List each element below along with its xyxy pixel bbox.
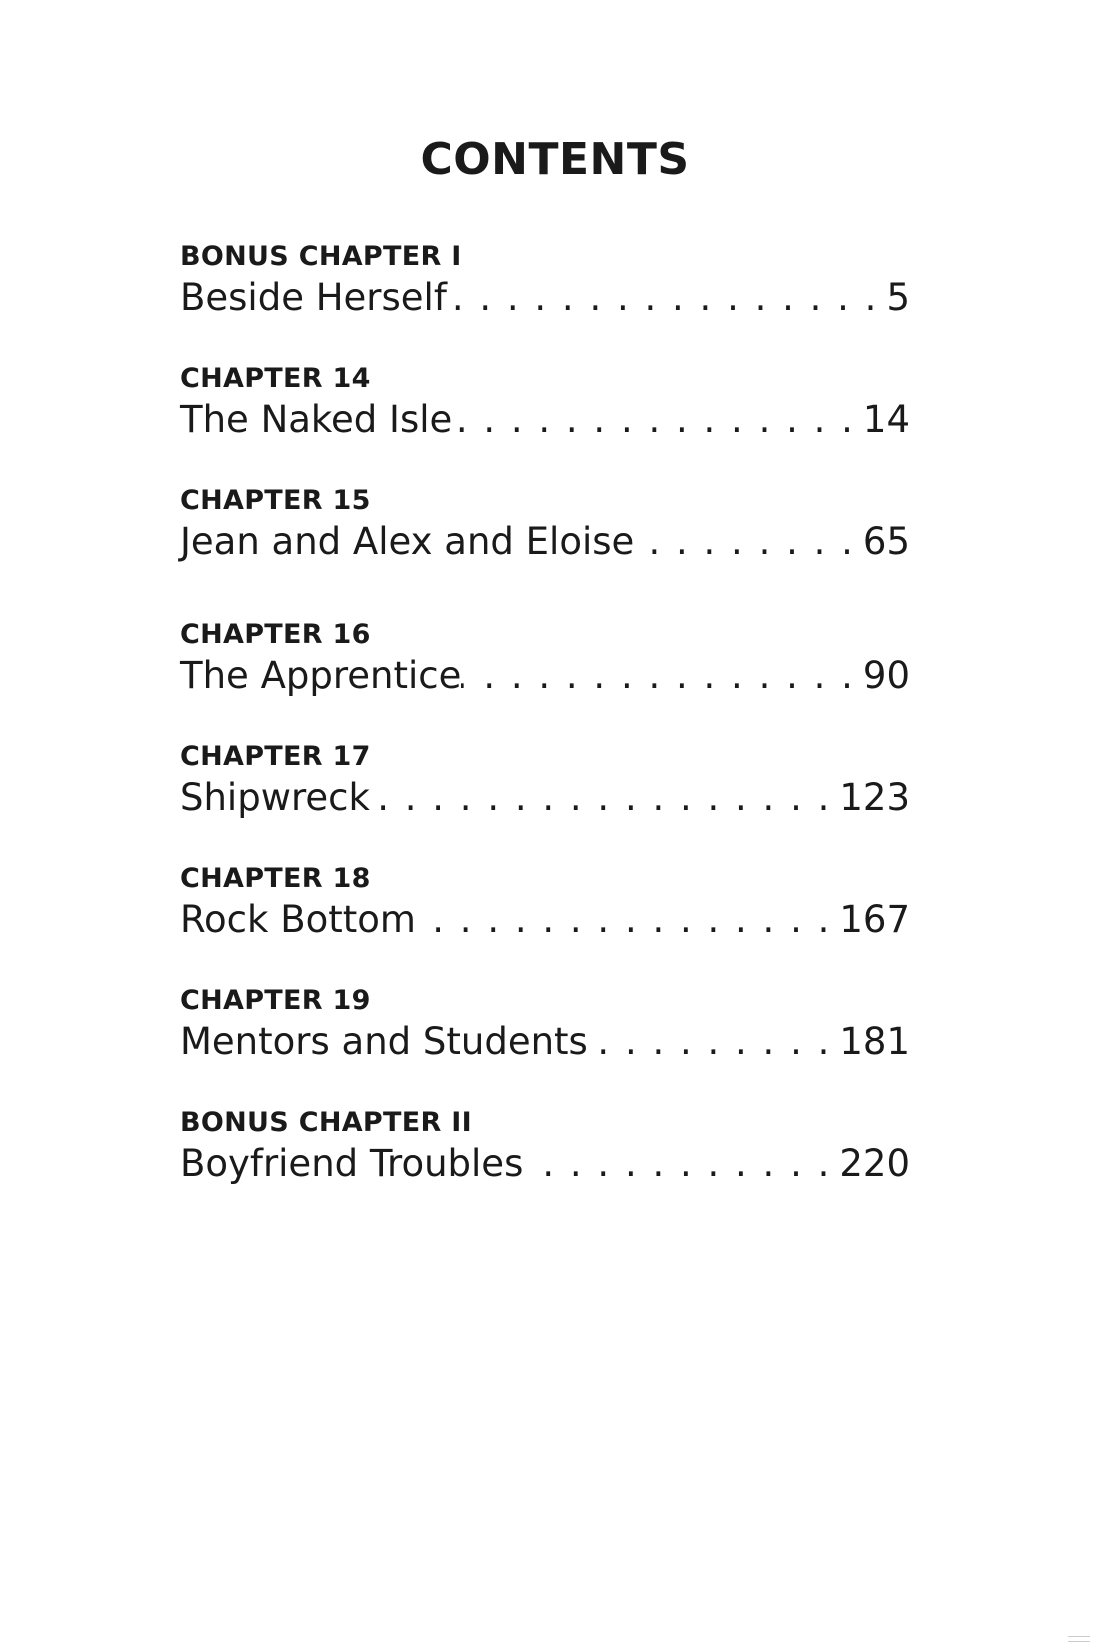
- toc-entry: [180, 486, 910, 564]
- page-number: 14: [862, 398, 910, 441]
- toc-entry: [180, 986, 910, 1064]
- crop-mark: [1068, 1636, 1090, 1642]
- page-number: 181: [839, 1020, 910, 1063]
- chapter-title: The Apprentice: [180, 654, 462, 697]
- chapter-title: Boyfriend Troubles: [180, 1142, 524, 1185]
- page-number: 123: [839, 776, 910, 819]
- dot-leader: [370, 776, 839, 820]
- toc-entry: [180, 242, 910, 320]
- toc-line: [180, 654, 910, 698]
- toc-line: [180, 276, 910, 320]
- toc-line: [180, 776, 910, 820]
- dot-leader: [588, 1020, 840, 1064]
- dot-leader: [416, 898, 839, 942]
- chapter-label: BONUS CHAPTER I: [180, 241, 462, 272]
- toc-line: [180, 898, 910, 942]
- chapter-label: CHAPTER 19: [180, 985, 371, 1016]
- chapter-label: CHAPTER 17: [180, 741, 371, 772]
- chapter-label: CHAPTER 15: [180, 485, 371, 516]
- page-number: 5: [886, 276, 910, 319]
- chapter-title: Mentors and Students: [180, 1020, 588, 1063]
- page-number: 167: [839, 898, 910, 941]
- toc-entry: [180, 364, 910, 442]
- toc-line: [180, 1020, 910, 1064]
- toc-line: [180, 398, 910, 442]
- dot-leader: [523, 1142, 839, 1186]
- toc-entry: [180, 620, 910, 698]
- chapter-label: BONUS CHAPTER II: [180, 1107, 472, 1138]
- toc-entry: [180, 864, 910, 942]
- chapter-title: Beside Herself: [180, 276, 447, 319]
- chapter-title: The Naked Isle: [180, 398, 453, 441]
- chapter-label: CHAPTER 14: [180, 363, 371, 394]
- toc-entry: [180, 742, 910, 820]
- page-number: 220: [839, 1142, 910, 1185]
- dot-leader: [447, 276, 887, 320]
- toc-line: [180, 520, 910, 564]
- dot-leader: [461, 654, 863, 698]
- page-number: 90: [862, 654, 910, 697]
- page-title: CONTENTS: [420, 134, 690, 185]
- dot-leader: [452, 398, 863, 442]
- toc-entry: [180, 1108, 910, 1186]
- chapter-label: CHAPTER 16: [180, 619, 371, 650]
- dot-leader: [634, 520, 863, 564]
- chapter-label: CHAPTER 18: [180, 863, 371, 894]
- page-number: 65: [862, 520, 910, 563]
- chapter-title: Shipwreck: [180, 776, 370, 819]
- chapter-title: Jean and Alex and Eloise: [180, 520, 635, 563]
- toc-line: [180, 1142, 910, 1186]
- chapter-title: Rock Bottom: [180, 898, 416, 941]
